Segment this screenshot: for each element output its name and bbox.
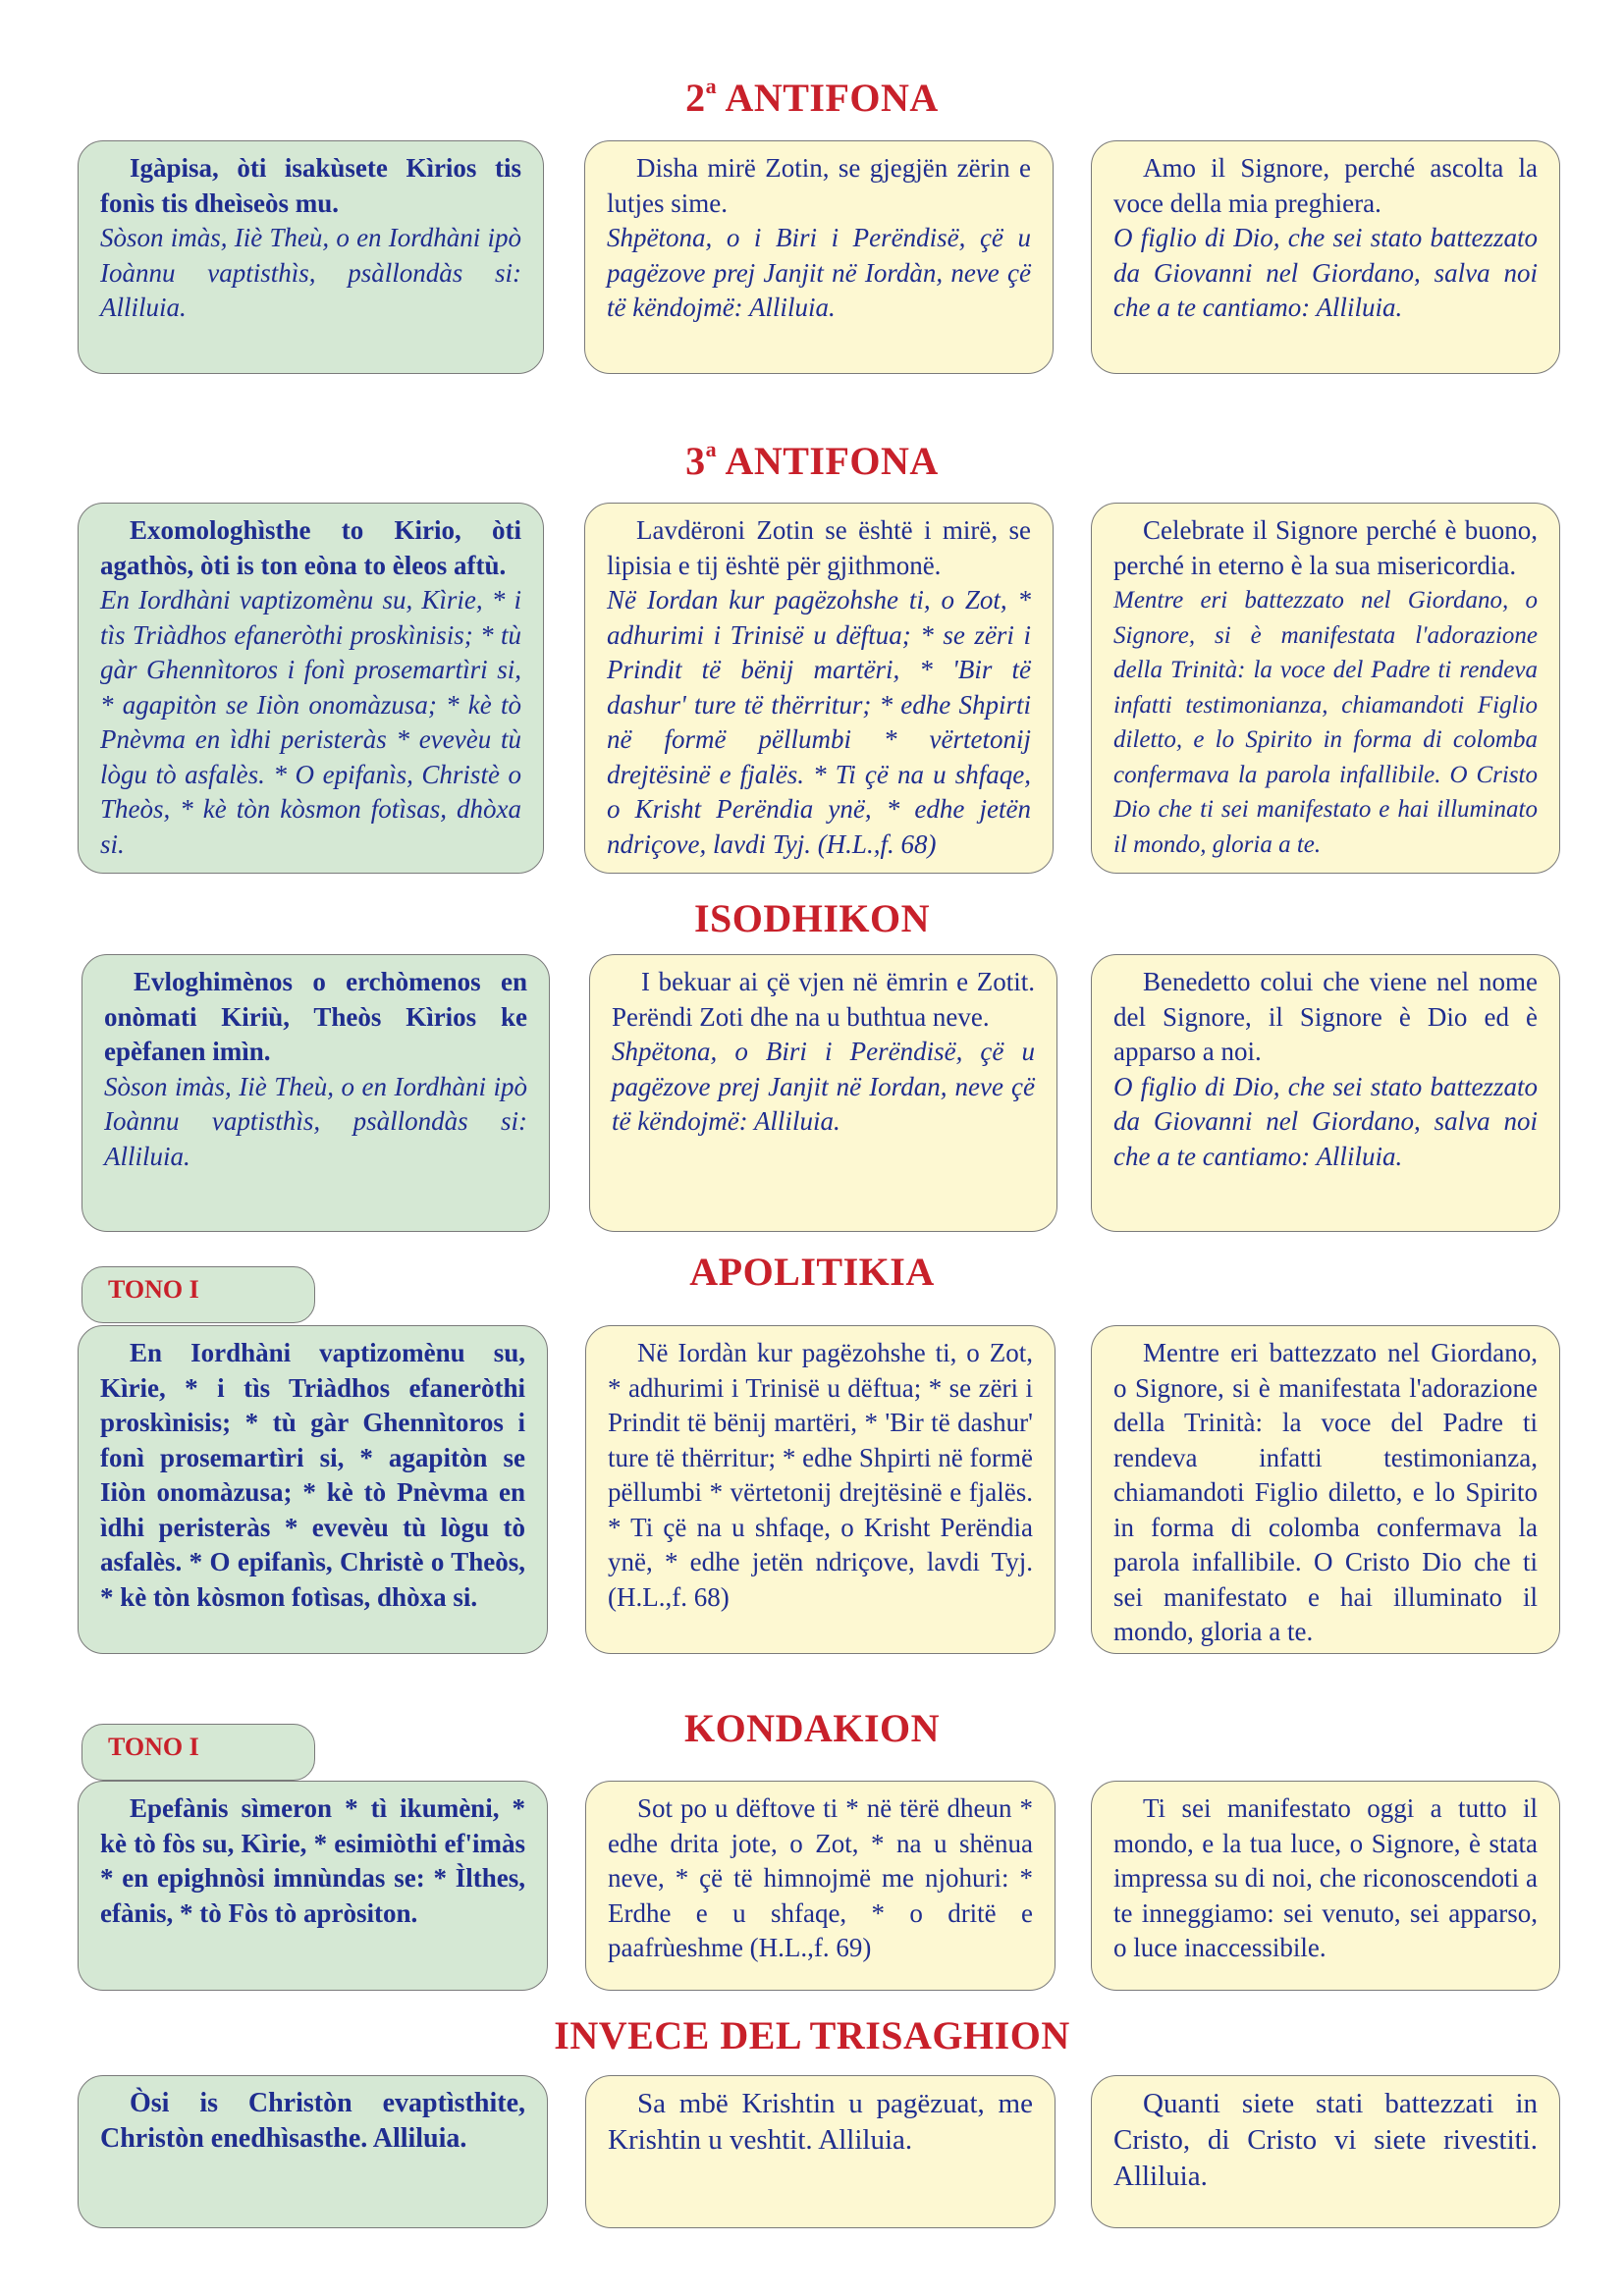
italian-text-box: Benedetto colui che viene nel nome del Signore, il Signore è Dio ed è apparso a noi. O figlio di Dio, che sei stato battezzato da Giovanni nel Giordano, salva noi che a te cantiamo: Alliluia. [1091,954,1560,1232]
albanian-text-box: Sot po u dëftove ti * në tërë dheun * edhe drita jote, o Zot, * na u shënua neve, * çë të himnojmë me njohuri: * Erdhe e u shfaqe, * o dritë e paafrùeshme (H.L.,f. 69) [585,1781,1056,1991]
tone-label: TONO I [81,1724,315,1781]
greek-text-box: Evloghimènos o erchòmenos en onòmati Kiriù, Theòs Kìrios ke epèfanen imìn. Sòson imàs, Iiè Theù, o en Iordhàni ipò Ioànnu vaptisthìs, psàllondàs si: Alliluia. [81,954,550,1232]
italian-text-box: Amo il Signore, perché ascolta la voce della mia preghiera. O figlio di Dio, che sei stato battezzato da Giovanni nel Giordano, salva noi che a te cantiamo: Alliluia. [1091,140,1560,374]
section-title: INVECE DEL TRISAGHION [554,2013,1070,2057]
tone-label: TONO I [81,1266,315,1323]
section-title: 3$^a$ ANTIFONA [685,436,939,483]
greek-text-box: En Iordhàni vaptizomènu su, Kìrie, * i tìs Triàdhos efaneròthi proskìnisis; * tù gàr Ghennìtoros i fonì prosemartìri si, * agapitòn se Iiòn onomàzusa; * kè tò Pnèvma en ìdhi peristeràs * evevèu tù lògu tò asfalès. * O epifanìs, Christè o Theòs, * kè tòn kòsmon fotìsas, dhòxa si. [78,1325,548,1654]
albanian-text-box: Sa mbë Krishtin u pagëzuat, me Krishtin u veshtit. Alliluia. [585,2075,1056,2228]
greek-text-box: Exomologhìsthe to Kirio, òti agathòs, òti is ton eòna to èleos aftù. En Iordhàni vaptizomènu su, Kìrie, * i tìs Triàdhos efaneròthi proskìnisis; * tù gàr Ghennìtoros i fonì prosemartìri si, * agapitòn se Iiòn onomàzusa; * kè tò Pnèvma en ìdhi peristeràs * evevèu tù lògu tò asfalès. * O epifanìs, Christè o Theòs, * kè tòn kòsmon fotìsas, dhòxa si. [78,503,544,874]
italian-text-box: Quanti siete stati battezzati in Cristo, di Cristo vi siete rivestiti. Alliluia. [1091,2075,1560,2228]
albanian-text-box: Lavdëroni Zotin se është i mirë, se lipisia e tij është për gjithmonë. Në Iordan kur pagëzohshe ti, o Zot, * adhurimi i Trinisë u dëftua; * se zëri i Prindit të bënij martëri, * 'Bir të dashur' ture të thërritur; * edhe Shpirti në formë pëllumbi * vërtetonij drejtësinë e fjalës. * Ti çë na u shfaqe, o Krisht Perëndia ynë, * edhe jetën ndriçove, lavdi Tyj. (H.L.,f. 68) [584,503,1054,874]
section-title: APOLITIKIA [689,1250,935,1294]
albanian-text-box: I bekuar ai çë vjen në ëmrin e Zotit. Perëndi Zoti dhe na u buthtua neve. Shpëtona, o Biri i Perëndisë, çë u pagëzove prej Janjit në Iordan, neve çë të këndojmë: Alliluia. [589,954,1057,1232]
italian-text-box: Celebrate il Signore perché è buono, perché in eterno è la sua misericordia. Mentre eri battezzato nel Giordano, o Signore, si è manifestata l'adorazione della Trinità: la voce del Padre ti rendeva infatti testimonianza, chiamandoti Figlio diletto, e lo Spirito in forma di colomba confermava la parola infallibile. O Cristo Dio che ti sei manifestato e hai illuminato il mondo, gloria a te. [1091,503,1560,874]
section-title: ISODHIKON [693,896,931,940]
italian-text-box: Ti sei manifestato oggi a tutto il mondo, e la tua luce, o Signore, è stata impressa su di noi, che riconoscendoti a te inneggiamo: sei venuto, sei apparso, o luce inaccessibile. [1091,1781,1560,1991]
greek-text-box: Epefànis sìmeron * tì ikumèni, * kè tò fòs su, Kìrie, * esimiòthi ef'imàs * en epighnòsi imnùndas se: * Ìlthes, efànis, * tò Fòs tò apròsiton. [78,1781,548,1991]
greek-text-box: Òsi is Christòn evaptìsthite, Christòn enedhìsasthe. Alliluia. [78,2075,548,2228]
section-title: KONDAKION [683,1706,941,1750]
greek-text-box: Igàpisa, òti isakùsete Kìrios tis fonìs tis dheìseòs mu. Sòson imàs, Iiè Theù, o en Iordhàni ipò Ioànnu vaptisthìs, psàllondàs si: Alliluia. [78,140,544,374]
section-title: 2$^a$ ANTIFONA [685,73,939,120]
italian-text-box: Mentre eri battezzato nel Giordano, o Signore, si è manifestata l'adorazione della Trinità: la voce del Padre ti rendeva infatti testimonianza, chiamandoti Figlio diletto, e lo Spirito in forma di colomba confermava la parola infallibile. O Cristo Dio che ti sei manifestato e hai illuminato il mondo, gloria a te. [1091,1325,1560,1654]
albanian-text-box: Në Iordàn kur pagëzohshe ti, o Zot, * adhurimi i Trinisë u dëftua; * se zëri i Prindit të bënij martëri, * 'Bir të dashur' ture të thërritur; * edhe Shpirti në formë pëllumbi * vërtetonij drejtësinë e fjalës. * Ti çë na u shfaqe, o Krisht Perëndia ynë, * edhe jetën ndriçove, lavdi Tyj. (H.L.,f. 68) [585,1325,1056,1654]
albanian-text-box: Disha mirë Zotin, se gjegjën zërin e lutjes sime. Shpëtona, o i Biri i Perëndisë, çë u pagëzove prej Janjit në Iordàn, neve çë të këndojmë: Alliluia. [584,140,1054,374]
